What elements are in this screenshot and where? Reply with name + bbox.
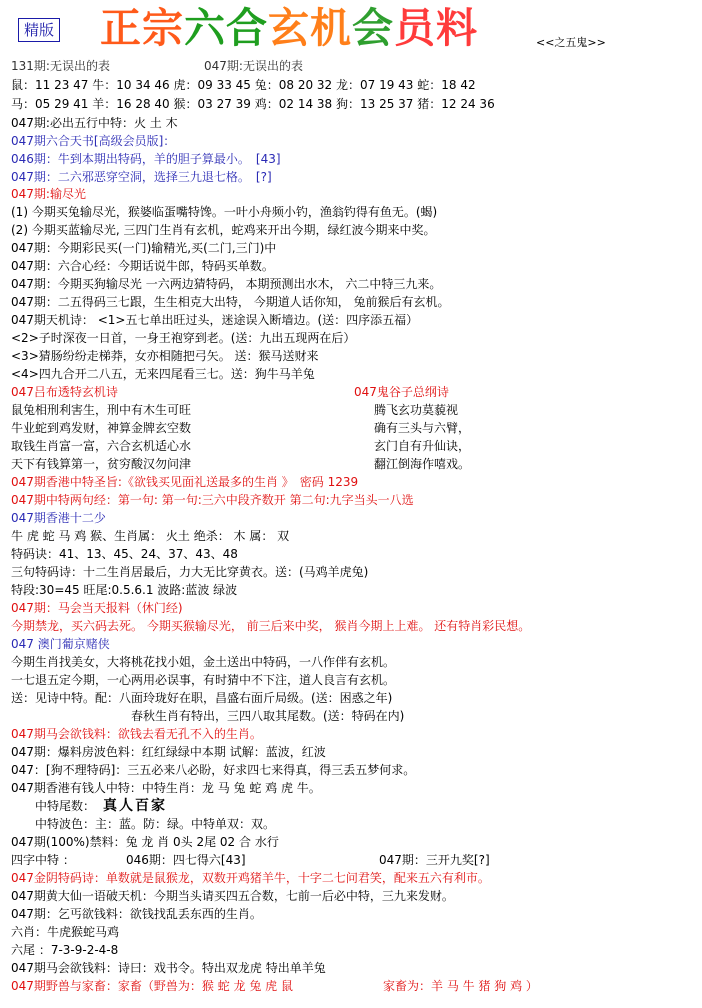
edition-badge: 精版: [18, 18, 60, 42]
page-subtitle: <<之五鬼>>: [536, 36, 606, 49]
table-heading-right: 047期:无误出的表: [204, 59, 303, 73]
lose-all-1: (1) 今期买兔输尽光，猴婆临蛋嘴特馋。一叶小舟频小钓，渔翁钓得有鱼无。(蝎): [11, 205, 438, 219]
wave-color-result: 中特波色：主：蓝。防：绿。中特单双：双。: [35, 817, 276, 831]
title-part-3: 玄机: [268, 4, 352, 52]
jockey-poem-line: 047期马会欲钱料：诗曰：戏书令。特出双龙虎 特出单羊兔: [11, 961, 326, 975]
poem-left-1: 鼠兔相刑利害生，刑中有木生可旺: [11, 403, 192, 417]
macau-line-1: 今期生肖找美女，大将桃花找小姐，金土送出中特码，一八作伴有玄机。: [11, 655, 396, 669]
table-heading: [11, 58, 303, 75]
heavenly-book-title: 047期六合天书[高级会员版]：: [11, 134, 176, 148]
jockey-club-title: 047期：马会当天报料（休门经): [11, 601, 183, 615]
two-poems-titles: [11, 384, 449, 401]
six-zodiacs-line: 六肖：牛虎猴蛇马鸡: [11, 925, 120, 939]
title-part-2: 六合: [184, 4, 268, 52]
macau-gambler-title: 047 澳门葡京赌侠: [11, 637, 110, 651]
three-sentence-poem: 三句特码诗：十二生肖居最后，力大无比穿黄衣。送：(马鸡羊虎兔): [11, 565, 369, 579]
header: [0, 0, 702, 58]
macau-line-2: 一七退五定今期，一心两用必误事，有时猜中不下注，道人良言有玄机。: [11, 673, 396, 687]
four-char-label: 四字中特 ：: [11, 853, 75, 867]
poem-pair-1: [11, 402, 459, 419]
four-char-047: 047期：三开九奖[?]: [379, 853, 490, 867]
jockey-money-line: 047期马会欲钱料：欲钱去看无孔不入的生肖。: [11, 727, 262, 741]
poem-right-4: 翻江倒海作嘻戏。: [374, 457, 471, 471]
tail-number-line: [35, 798, 167, 815]
jockey-club-text: 今期禁龙，买六码去死。 今期买猴输尽光， 前三后来中奖， 猴肖今期上上难。 还有特肖彩民想。: [11, 619, 531, 633]
golden-poem-line: 047金阴特码诗：单数就是鼠猴龙，双数开鸡猪羊牛，十字二七问君笑，配来五六有利市。: [11, 871, 490, 885]
poem-left-3: 取钱生肖富一富，六合玄机适心水: [11, 439, 192, 453]
poem-pair-3: [11, 438, 471, 455]
poem-pair-2: [11, 420, 471, 437]
special-segment-line: 特段:30=45 旺尾:0.5.6.1 波路:蓝波 绿波: [11, 583, 238, 597]
page-title: [100, 4, 478, 52]
real-person-stamp: 真人百家: [103, 798, 168, 814]
four-char-line: [11, 852, 490, 869]
poem-right-1: 腾飞玄功莫藐视: [374, 403, 459, 417]
line-047-result: [?]: [255, 170, 272, 184]
zodiac-row-2: 马：05 29 41 羊：16 28 40 猴：03 27 39 鸡：02 14 38 狗：13 25 37 猪：12 24 36: [11, 97, 495, 111]
dog-lose-line: 047期：今期买狗输尽光 一六两边猜特码， 本期预测出水木， 六二中特三九来。: [11, 277, 442, 291]
lottery-door-line: 047期：今期彩民买(一门)输精光,买(二门,三门)中: [11, 241, 277, 255]
forbidden-line: 047期(100%)禁料：兔 龙 肖 0头 2尾 02 合 水行: [11, 835, 279, 849]
line-046-text: 046期：牛到本期出特码，羊的胆子算最小。: [11, 152, 250, 166]
guiguzi-title: 047鬼谷子总纲诗: [354, 385, 449, 399]
title-part-1: 正宗: [100, 4, 184, 52]
poem-1: 047期天机诗： <1>五七单出旺过头，迷途误入断墙边。(送：四序添五福）: [11, 313, 419, 327]
two-sentences-line: 047期中特两句经：第一句: 第一句:三六中段齐数开 第二句:九字当头一八选: [11, 493, 414, 507]
poem-right-3: 玄门自有升仙诀，: [374, 439, 471, 453]
line-046-result: [43]: [255, 152, 281, 166]
poem-2: <2>子时深夜一日首，一身王袍穿到老。(送：九出五现两在后）: [11, 331, 356, 345]
dog-ignore-line: 047：[狗不理特码]：三五必来八必盼，好求四七来得真，得三丢五梦何求。: [11, 763, 416, 777]
lvbu-title: 047吕布透特玄机诗: [11, 385, 118, 399]
macau-line-3: 送：见诗中特。配：八面玲珑好在职，昌盛右面斤局级。(送：困惑之年): [11, 691, 393, 705]
beast-livestock-line: [11, 978, 538, 995]
poem-pair-4: [11, 456, 471, 473]
wave-color-line: 047期：爆料房波色料：红红绿绿中本期 试解：蓝波，红波: [11, 745, 326, 759]
poem-left-4: 天下有钱算第一，贫穷酸汉勿问津: [11, 457, 192, 471]
hk-decree-line: [11, 474, 358, 491]
poem-right-2: 确有三头与六臂，: [374, 421, 471, 435]
line-047-text: 047期：二六邪恶穿空洞，选择三九退七格。: [11, 170, 250, 184]
poem-3: <3>猜肠纷纷走梯莽，女亦相随把弓矢。 送：猴马送财来: [11, 349, 319, 363]
wong-tai-sin-line: 047期黄大仙一语破天机：今期当头请买四五合数，七前一后必中特，三九来发财。: [11, 889, 454, 903]
four-char-046: 046期：四七得六[43]: [126, 853, 246, 867]
lose-all-title: 047期:输尽光: [11, 187, 86, 201]
two-five-line: 047期：二五得码三七跟，生生相克大出特， 今期道人话你知， 兔前猴后有玄机。: [11, 295, 450, 309]
beggar-line: 047期：乞丐欲钱料：欲钱找乱丢东西的生肖。: [11, 907, 262, 921]
title-part-5: 员料: [394, 4, 478, 52]
heart-sutra-line: 047期：六合心经：今期话说牛郎，特码买单数。: [11, 259, 274, 273]
poem-left-2: 牛业蛇到鸡发财，神算金牌玄空数: [11, 421, 192, 435]
hk-twelve-zodiacs: 牛 虎 蛇 马 鸡 猴、生肖属： 火土 绝杀： 木 属： 双: [11, 529, 290, 543]
tail-number-label: 中特尾数：: [35, 799, 96, 813]
lose-all-2: (2) 今期买蓝输尽光, 三四门生肖有玄机，蛇鸡来开出今期，绿红波今期来中奖。: [11, 223, 436, 237]
zodiac-row-1: 鼠：11 23 47 牛：10 34 46 虎：09 33 45 兔：08 20 32 龙：07 19 43 蛇：18 42: [11, 78, 476, 92]
five-elements-line: 047期:必出五行中特：火 土 木: [11, 116, 178, 130]
line-047-prediction: [11, 169, 272, 186]
macau-line-4: 春秋生肖有特出，三四八取其尾数。(送：特码在内): [131, 709, 405, 723]
livestock-text: 家畜为：羊 马 牛 猪 狗 鸡 ）: [383, 979, 538, 993]
special-code-formula: 特码诀：41、13、45、24、37、43、48: [11, 547, 238, 561]
six-tails-line: 六尾 ：7-3-9-2-4-8: [11, 943, 119, 957]
line-046: [11, 151, 281, 168]
hk-decree-text: 047期香港中特圣旨:《欲钱买见面礼送最多的生肖 》: [11, 475, 294, 489]
hk-twelve-title: 047期香港十二少: [11, 511, 106, 525]
table-heading-left: 131期:无误出的表: [11, 59, 110, 73]
hk-rich-line: 047期香港有钱人中特：中特生肖：龙 马 兔 蛇 鸡 虎 牛。: [11, 781, 321, 795]
title-part-4: 会: [352, 4, 394, 52]
beast-text: 047期野兽与家畜：家畜（野兽为：猴 蛇 龙 兔 虎 鼠: [11, 979, 293, 993]
poem-4: <4>四九合开二八五，无来四尾看三七。送：狗牛马羊兔: [11, 367, 315, 381]
hk-decree-code: 密码 1239: [299, 475, 359, 489]
